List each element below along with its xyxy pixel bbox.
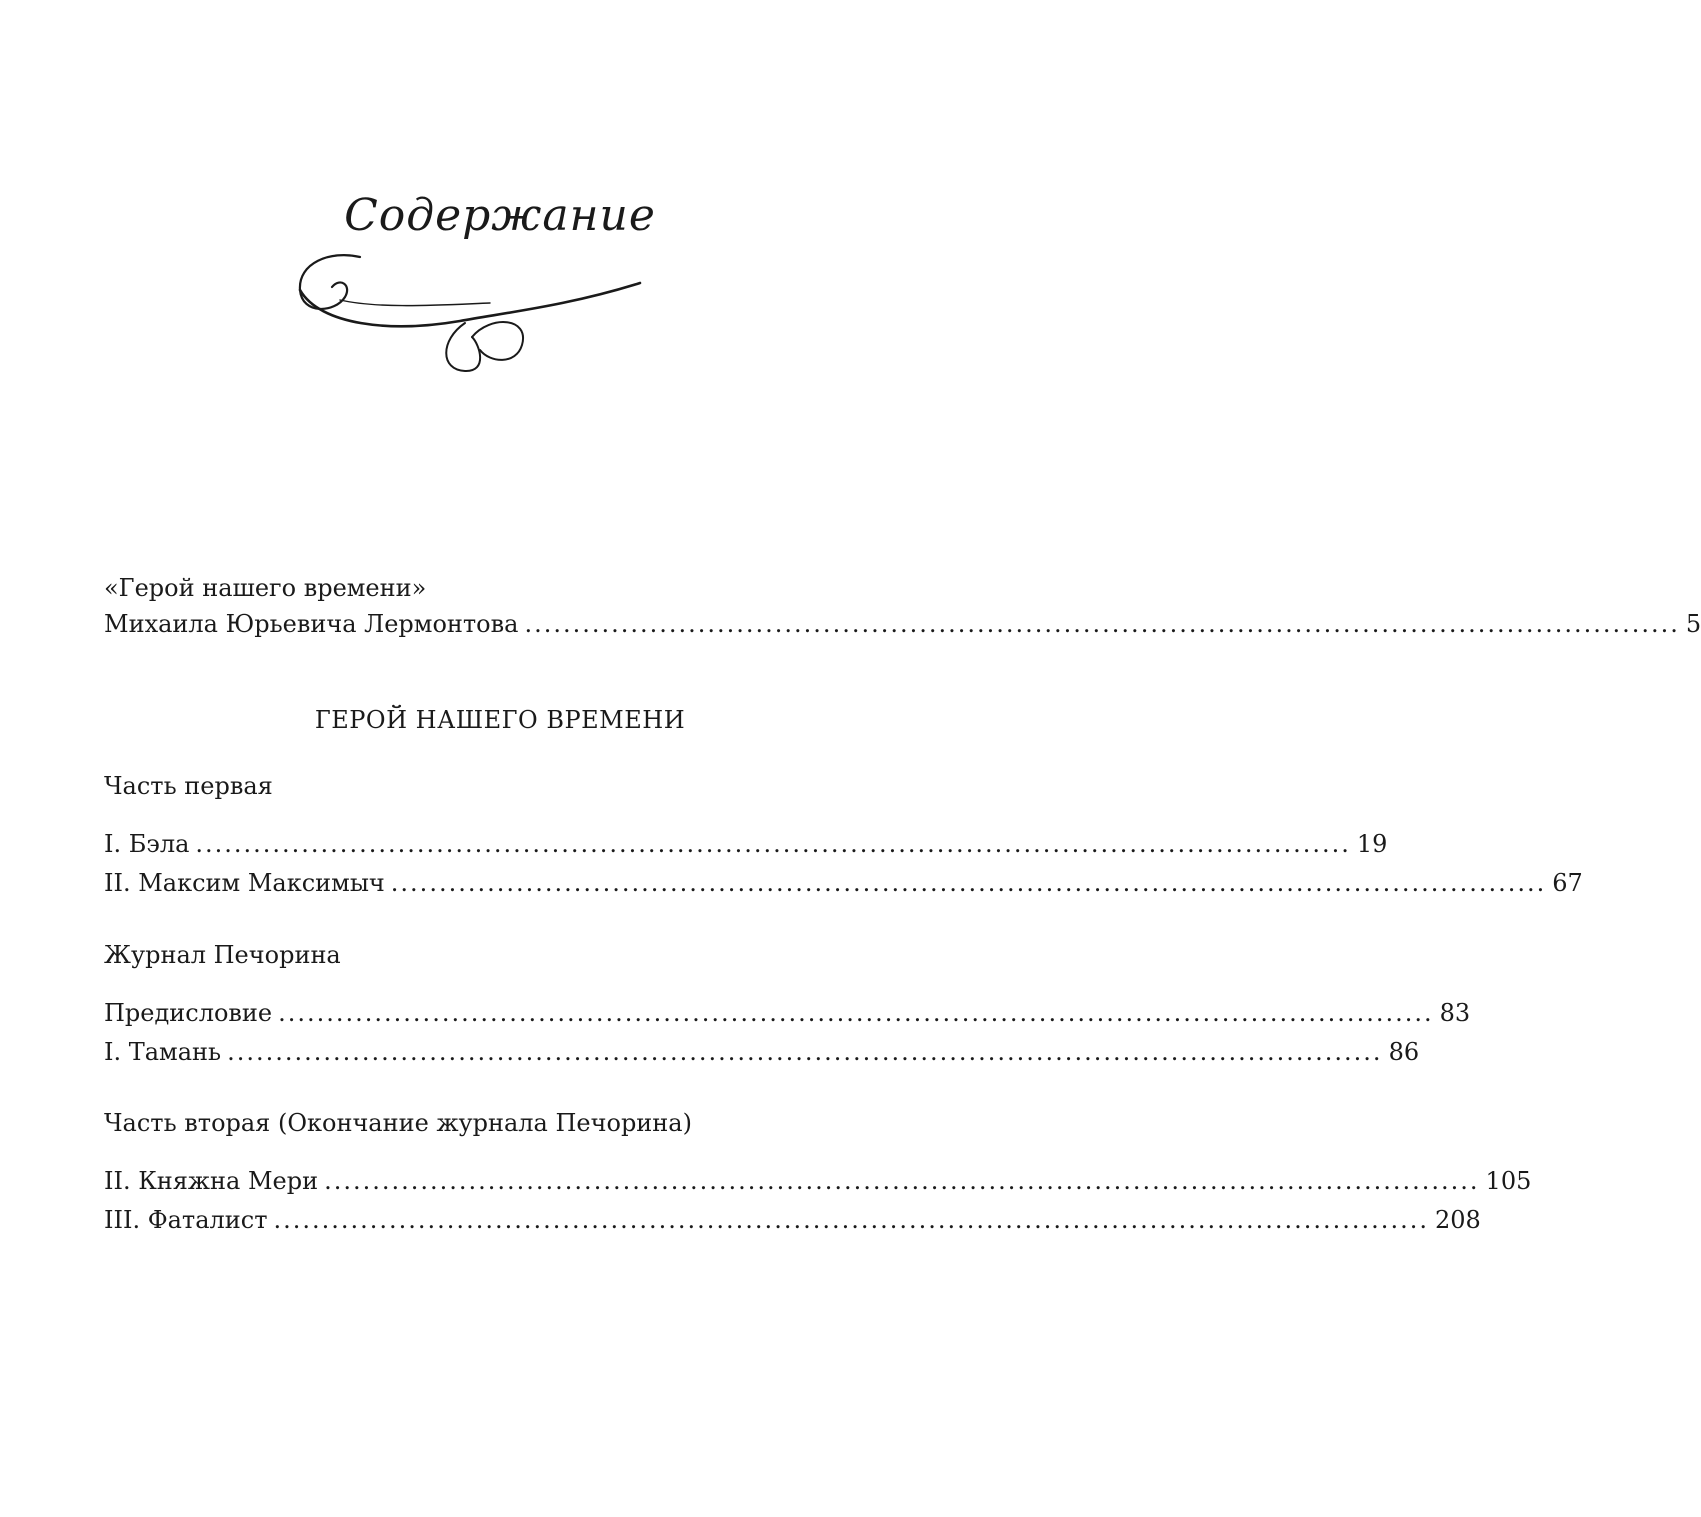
page-title: Содержание [344, 190, 656, 241]
toc-entry-page: 86 [1388, 1038, 1420, 1066]
toc-entry-label: I. Бэла [104, 830, 190, 858]
section-heading: Часть вторая (Окончание журнала Печорина) [104, 1109, 692, 1137]
toc-entry[interactable] [104, 829, 1388, 859]
leader-dots: ........................................................................................................................ [390, 869, 1547, 897]
toc-entry-page: 208 [1434, 1206, 1481, 1234]
leader-dots: ........................................................................................................................ [324, 1167, 1480, 1195]
leader-dots: ........................................................................................................................ [273, 1206, 1429, 1234]
flourish-ornament [290, 245, 650, 380]
toc-entry[interactable] [104, 1166, 1532, 1196]
toc-entry-page: 5 [1685, 610, 1701, 638]
leader-dots: ........................................................................................................................ [227, 1038, 1383, 1066]
toc-entry-page: 67 [1552, 869, 1583, 897]
leader-dots: ........................................................................................................................ [195, 830, 1351, 858]
section-heading: Журнал Печорина [104, 941, 341, 969]
toc-entry[interactable] [104, 998, 1471, 1028]
toc-entry[interactable] [104, 868, 1583, 898]
intro-line-1: «Герой нашего времени» [104, 574, 427, 602]
toc-entry-page: 83 [1439, 999, 1471, 1027]
toc-entry[interactable] [104, 1037, 1420, 1067]
book-title: ГЕРОЙ НАШЕГО ВРЕМЕНИ [314, 706, 686, 734]
section-heading: Часть первая [104, 772, 273, 800]
leader-dots: ........................................................................................................................ [524, 610, 1680, 638]
toc-entry-label: II. Княжна Мери [104, 1167, 319, 1195]
toc-entry-intro[interactable] [104, 609, 1701, 639]
toc-entry[interactable] [104, 1205, 1481, 1235]
toc-entry-label: II. Максим Максимыч [104, 869, 385, 897]
toc-entry-label: Предисловие [104, 999, 273, 1027]
toc-entry-label: I. Тамань [104, 1038, 222, 1066]
toc-entry-page: 105 [1485, 1167, 1532, 1195]
leader-dots: ........................................................................................................................ [278, 999, 1434, 1027]
toc-entry-label: Михаила Юрьевича Лермонтова [104, 610, 519, 638]
toc-entry-page: 19 [1356, 830, 1388, 858]
toc-entry-label: III. Фаталист [104, 1206, 268, 1234]
